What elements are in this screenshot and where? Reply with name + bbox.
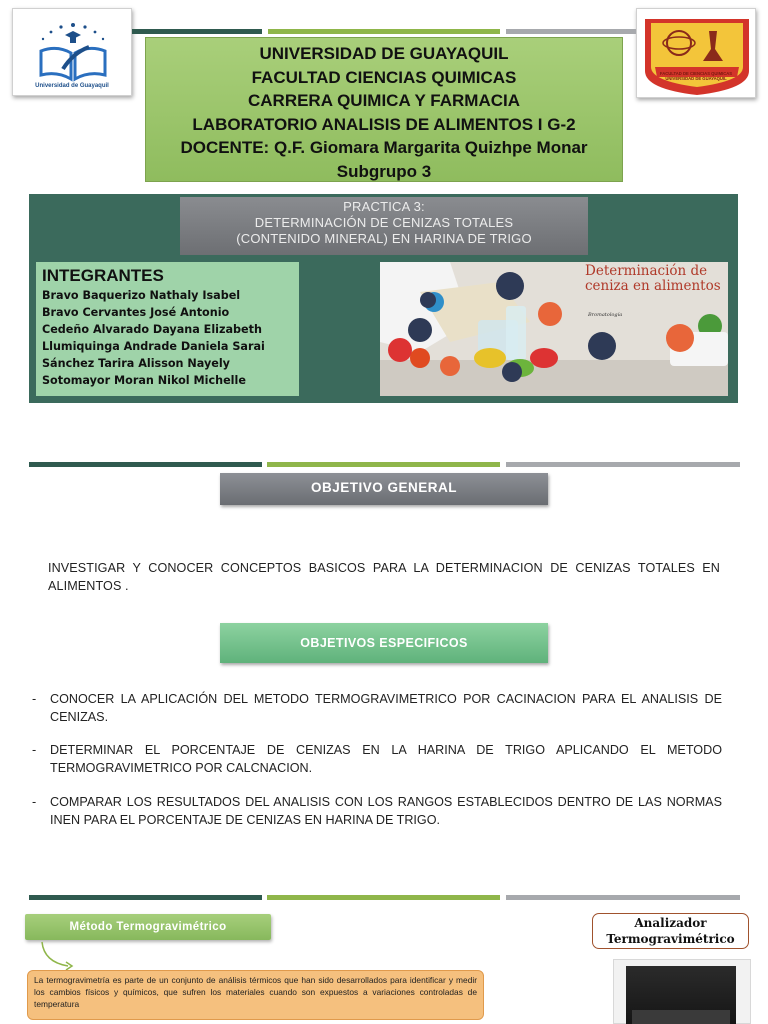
header-line-subgroup: Subgrupo 3 — [336, 161, 432, 181]
header-line-faculty: FACULTAD CIENCIAS QUIMICAS — [251, 67, 517, 87]
metodo-heading: Método Termogravimétrico — [25, 914, 271, 940]
list-item — [32, 793, 722, 829]
analyzer-label — [592, 913, 749, 949]
divider-dark — [29, 895, 262, 900]
bullet-dash: - — [32, 795, 37, 809]
divider-dark — [29, 462, 262, 467]
members-title: INTEGRANTES — [42, 266, 164, 285]
list-item — [32, 690, 722, 726]
list-item-text: COMPARAR LOS RESULTADOS DEL ANALISIS CON LOS RANGOS ESTABLECIDOS DENTRO DE LAS NORMAS INEN PARA EL PORCENTAJE DE CENIZAS EN HARINA DE TRIGO. — [50, 795, 722, 827]
objetivo-general-heading: OBJETIVO GENERAL — [220, 473, 548, 505]
bullet-dash: - — [32, 692, 37, 706]
practice-line-topic: DETERMINACIÓN DE CENIZAS TOTALES — [254, 215, 514, 230]
member-name: Cedeño Alvarado Dayana Elizabeth — [42, 323, 262, 336]
divider-gray — [506, 462, 740, 467]
analyzer-device-base — [632, 1010, 730, 1024]
list-item-text: DETERMINAR EL PORCENTAJE DE CENIZAS EN LA HARINA DE TRIGO APLICANDO EL METODO TERMOGRAVIMETRICO POR CALCNACION. — [50, 743, 722, 775]
analyzer-label-line1: Analizador — [634, 916, 707, 930]
divider-gray — [506, 29, 636, 34]
list-item-text: CONOCER LA APLICACIÓN DEL METODO TERMOGRAVIMETRICO POR CACINACION PARA EL ANALISIS DE CENIZAS. — [50, 692, 722, 724]
metodo-description: La termogravimetría es parte de un conjunto de análisis térmicos que han sido desarrollados para identificar y medir los cambios físicos y químicos, que sufren los materiales cuando son expuestos a variaciones controladas de temperatura — [27, 970, 484, 1020]
university-logo-caption: Universidad de Guayaquil — [35, 83, 109, 89]
practice-title — [180, 197, 588, 255]
practice-line-subtopic: (CONTENIDO MINERAL) EN HARINA DE TRIGO — [236, 231, 532, 246]
member-name: Sotomayor Moran Nikol Michelle — [42, 374, 246, 387]
header-line-lab: LABORATORIO ANALISIS DE ALIMENTOS I G-2 — [192, 114, 576, 134]
divider-green — [267, 895, 500, 900]
member-name: Llumiquinga Andrade Daniela Sarai — [42, 340, 265, 353]
header-line-university: UNIVERSIDAD DE GUAYAQUIL — [259, 44, 509, 63]
photo-subtitle: Bromatología — [588, 312, 623, 318]
bullet-dash: - — [32, 743, 37, 757]
list-item — [32, 741, 722, 777]
header-line-teacher: DOCENTE: Q.F. Giomara Margarita Quizhpe Monar — [180, 138, 588, 157]
member-name: Bravo Baquerizo Nathaly Isabel — [42, 289, 241, 302]
divider-gray — [506, 895, 740, 900]
photo-title: Determinación de ceniza en alimentos — [585, 263, 721, 294]
divider-green — [268, 29, 500, 34]
header-line-career: CARRERA QUIMICA Y FARMACIA — [247, 91, 520, 110]
faculty-shield-icon — [637, 9, 757, 99]
faculty-logo — [636, 8, 756, 98]
divider-green — [267, 462, 500, 467]
practice-line-number: PRACTICA 3: — [343, 199, 425, 214]
objetivo-general-text: INVESTIGAR Y CONOCER CONCEPTOS BASICOS PARA LA DETERMINACION DE CENIZAS TOTALES EN ALIMENTOS . — [48, 561, 720, 593]
open-book-icon — [13, 13, 133, 89]
member-name: Sánchez Tarira Alisson Nayely — [42, 357, 230, 370]
members-box — [36, 262, 299, 396]
header-box — [145, 37, 623, 182]
university-logo — [12, 8, 132, 96]
lab-photo — [380, 262, 728, 396]
objetivos-especificos-heading: OBJETIVOS ESPECIFICOS — [220, 623, 548, 663]
curved-arrow-icon — [38, 940, 78, 972]
divider-dark — [132, 29, 262, 34]
analyzer-photo — [613, 959, 751, 1024]
faculty-logo-caption: FACULTAD DE CIENCIAS QUIMICAS UNIVERSIDAD DE GUAYAQUIL — [659, 71, 733, 81]
member-name: Bravo Cervantes José Antonio — [42, 306, 230, 319]
analyzer-label-line2: Termogravimétrico — [606, 932, 735, 946]
